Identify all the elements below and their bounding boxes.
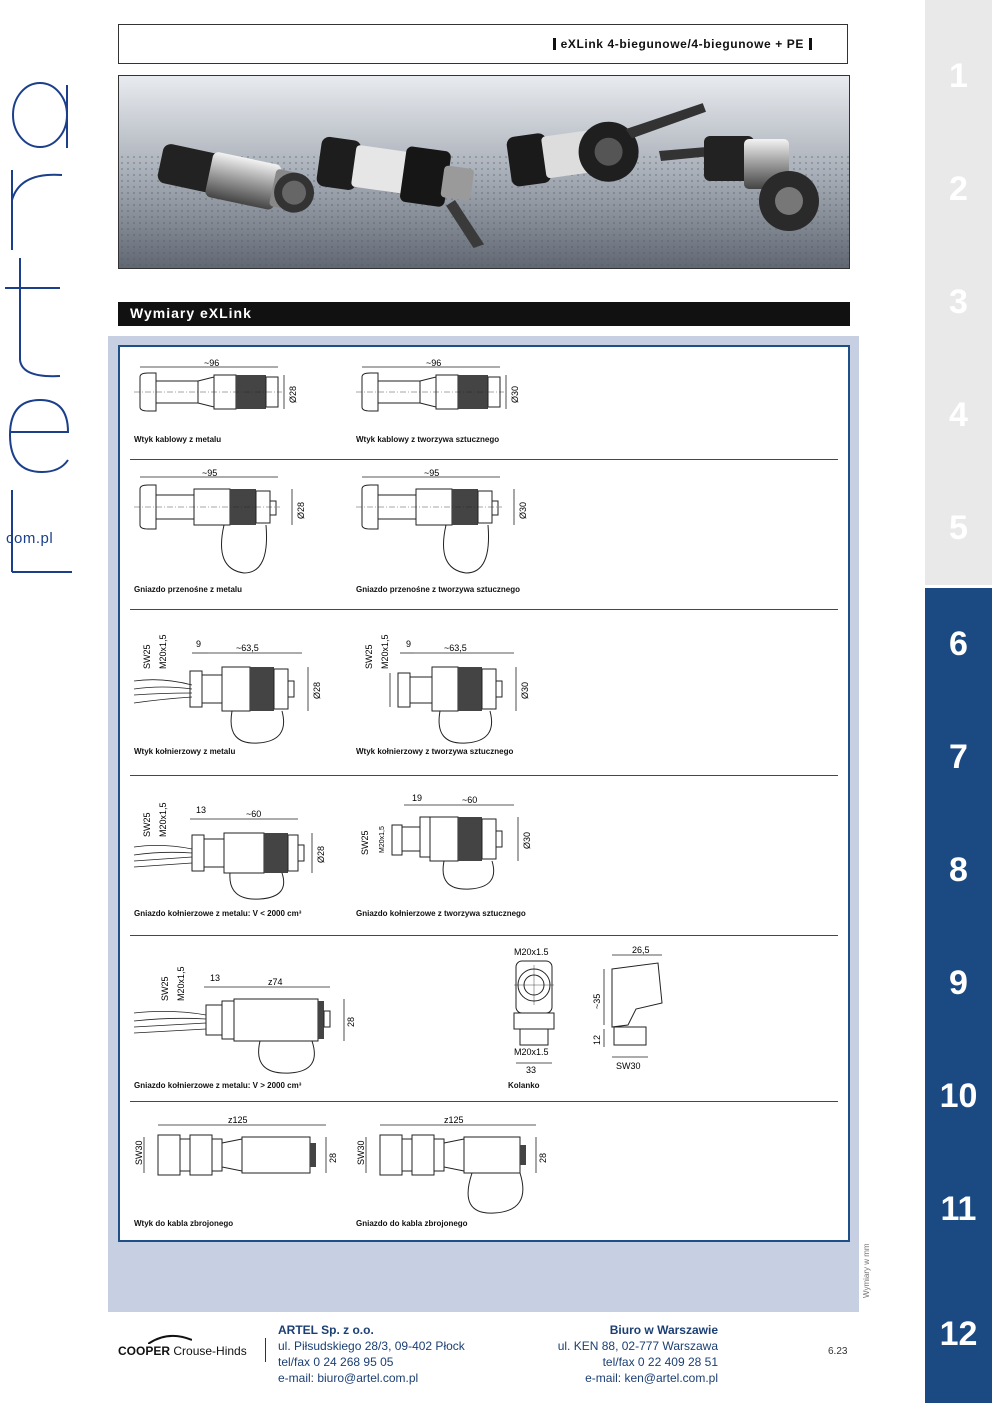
r4a-sw: SW25: [142, 812, 152, 837]
r4a-d1: 13: [196, 805, 207, 815]
r5b-bottom: M20x1.5: [514, 1047, 549, 1057]
r5b-h2: 12: [592, 1034, 602, 1045]
footer-addr2: ul. KEN 88, 02-777 Warszawa: [557, 1339, 718, 1353]
separator: [130, 459, 838, 460]
drawing-armoured-plug: [132, 1113, 352, 1228]
header-box: [118, 24, 848, 64]
r4a-thread: M20x1,5: [158, 802, 168, 837]
tab-7[interactable]: 7: [925, 701, 992, 814]
tab-5[interactable]: 5: [925, 472, 992, 585]
caption-r2a: Gniazdo przenośne z metalu: [134, 585, 243, 594]
r3b-d2: ~63,5: [444, 643, 467, 653]
r5b-top: M20x1.5: [514, 947, 549, 957]
drawing-portable-socket-plastic: [356, 469, 546, 594]
footer-tel1: tel/fax 0 24 268 95 05: [278, 1355, 394, 1369]
tab-9[interactable]: 9: [925, 927, 992, 1040]
footer-divider: [265, 1338, 266, 1362]
r5a-d1: 13: [210, 973, 221, 983]
drawing-flange-socket-metal-large: [132, 951, 372, 1090]
tab-3[interactable]: 3: [925, 246, 992, 359]
r4a-dia: Ø28: [316, 845, 326, 863]
logo-suffix: com.pl: [6, 530, 54, 547]
caption-r1b: Wtyk kablowy z tworzywa sztucznego: [356, 435, 500, 444]
tab-8[interactable]: 8: [925, 814, 992, 927]
r3a-sw: SW25: [142, 644, 152, 669]
tab-4[interactable]: 4: [925, 359, 992, 472]
page-number: 6.23: [828, 1346, 848, 1357]
r3b-d1: 9: [406, 639, 412, 649]
r6b-len: z125: [444, 1115, 464, 1125]
r3a-d2: ~63,5: [236, 643, 259, 653]
caption-r1a: Wtyk kablowy z metalu: [134, 435, 222, 444]
separator: [130, 775, 838, 776]
r6a-len: z125: [228, 1115, 248, 1125]
drawing-flange-socket-plastic: [354, 787, 564, 918]
r4b-sw: SW25: [360, 830, 370, 855]
footer-mail1[interactable]: e-mail: biuro@artel.com.pl: [278, 1371, 419, 1385]
r4b-d1: 19: [412, 793, 423, 803]
caption-r3b: Wtyk kołnierzowy z tworzywa sztucznego: [356, 747, 514, 756]
artel-logo: [0, 60, 80, 580]
r5b-side-w: 26,5: [632, 945, 650, 955]
tab-12[interactable]: 12: [925, 1266, 992, 1403]
cooper-logo: [118, 1344, 247, 1358]
r5b-sw: SW30: [616, 1061, 641, 1071]
r3a-thread: M20x1,5: [158, 634, 168, 669]
r3b-thread: M20x1,5: [380, 634, 390, 669]
r1a-len: ~96: [204, 358, 220, 368]
footer-office-title: Biuro w Warszawie: [609, 1323, 718, 1337]
caption-r6b: Gniazdo do kabla zbrojonego: [356, 1219, 468, 1228]
r2a-len: ~95: [202, 469, 218, 478]
tab-10[interactable]: 10: [925, 1040, 992, 1153]
drawing-portable-socket-metal: [134, 469, 324, 594]
footer-addr1: ul. Piłsudskiego 28/3, 09-402 Płock: [278, 1339, 465, 1353]
drawing-elbow: [508, 943, 688, 1088]
tab-6[interactable]: 6: [925, 588, 992, 701]
r5a-d2: z74: [268, 977, 283, 987]
r3b-sw: SW25: [364, 644, 374, 669]
tab-11[interactable]: 11: [925, 1153, 992, 1266]
r4b-d2: ~60: [462, 795, 478, 805]
drawing-armoured-socket: [354, 1113, 574, 1228]
caption-r5a: Gniazdo kołnierzowe z metalu: V > 2000 cm³: [134, 1081, 302, 1090]
section-title: Wymiary eXLink: [118, 302, 850, 326]
r2b-len: ~95: [424, 469, 440, 478]
r5a-dia: 28: [346, 1016, 356, 1027]
drawing-cable-plug-plastic: [356, 357, 536, 442]
drawings-panel: [118, 345, 850, 1242]
caption-r3a: Wtyk kołnierzowy z metalu: [134, 747, 236, 756]
r6b-dia: 28: [538, 1152, 548, 1163]
footer-mail2[interactable]: e-mail: ken@artel.com.pl: [585, 1371, 718, 1385]
r6a-sw: SW30: [134, 1140, 144, 1165]
r3a-d1: 9: [196, 639, 202, 649]
r2a-dia: Ø28: [296, 501, 306, 519]
r3b-dia: Ø30: [520, 681, 530, 699]
r1b-len: ~96: [426, 358, 442, 368]
r4b-thread: M20x1,5: [379, 826, 386, 853]
cooper-brand: COOPER: [118, 1344, 171, 1358]
r1a-dia: Ø28: [288, 385, 298, 403]
footer-office: [520, 1322, 718, 1386]
units-note: Wymiary w mm: [862, 1243, 871, 1298]
tab-1[interactable]: 1: [925, 20, 992, 133]
product-photo: [118, 75, 850, 269]
footer-hq: [278, 1322, 465, 1386]
r4b-dia: Ø30: [522, 831, 532, 849]
r4a-d2: ~60: [246, 809, 262, 819]
drawing-flange-plug-plastic: [354, 623, 554, 756]
drawing-flange-plug-metal: [132, 623, 332, 756]
r3a-dia: Ø28: [312, 681, 322, 699]
header-title: eXLink 4-biegunowe/4-biegunowe + PE: [548, 37, 817, 51]
r1b-dia: Ø30: [510, 385, 520, 403]
caption-r2b: Gniazdo przenośne z tworzywa sztucznego: [356, 585, 521, 594]
footer-company: ARTEL Sp. z o.o.: [278, 1323, 374, 1337]
r6a-dia: 28: [328, 1152, 338, 1163]
r5b-h1: ~35: [592, 993, 602, 1009]
drawing-cable-plug-metal: [134, 357, 314, 442]
caption-r5b: Kolanko: [508, 1081, 540, 1090]
cooper-brand-rest: Crouse-Hinds: [173, 1344, 247, 1358]
r5a-sw: SW25: [160, 976, 170, 1001]
caption-r6a: Wtyk do kabla zbrojonego: [134, 1219, 234, 1228]
separator: [130, 1101, 838, 1102]
r5b-w: 33: [526, 1065, 537, 1075]
r5a-thread: M20x1,5: [176, 966, 186, 1001]
caption-r4b: Gniazdo kołnierzowe z tworzywa sztucznego: [356, 909, 526, 918]
tab-2[interactable]: 2: [925, 133, 992, 246]
r2b-dia: Ø30: [518, 501, 528, 519]
chapter-tabs: [925, 0, 992, 1403]
footer-tel2: tel/fax 0 22 409 28 51: [602, 1355, 718, 1369]
separator: [130, 609, 838, 610]
caption-r4a: Gniazdo kołnierzowe z metalu: V < 2000 cm³: [134, 909, 302, 918]
drawing-flange-socket-metal-small: [132, 787, 342, 918]
r6b-sw: SW30: [356, 1140, 366, 1165]
separator: [130, 935, 838, 936]
